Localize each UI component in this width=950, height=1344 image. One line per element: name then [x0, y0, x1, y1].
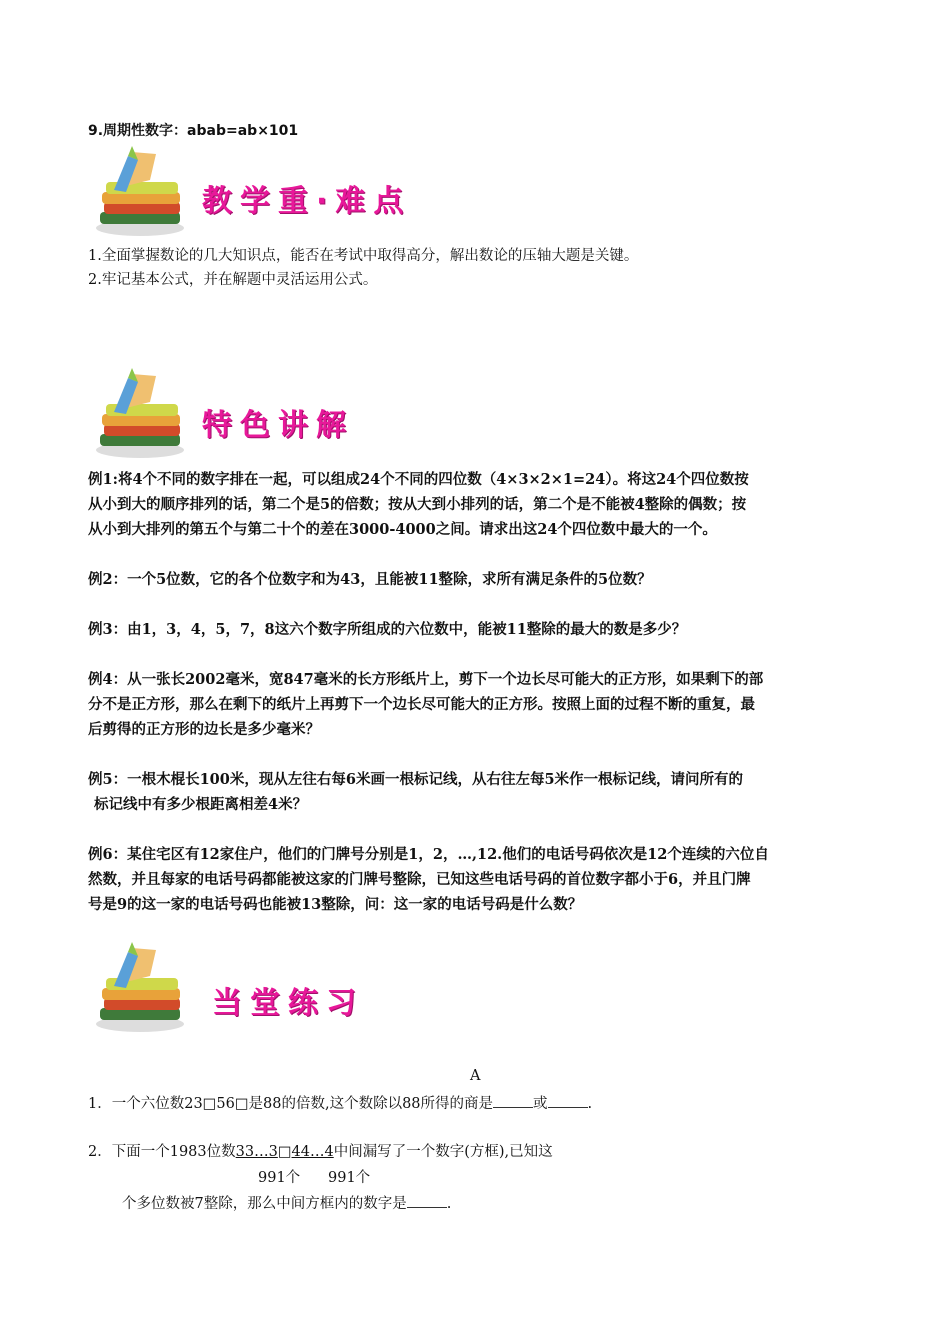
question-1-end: . [587, 1096, 593, 1112]
key-point-2: 2.牢记基本公式，并在解题中灵活运用公式。 [88, 272, 378, 288]
book-stack-icon [92, 364, 192, 464]
example-1-line-1: 例1:将4个不同的数字排在一起，可以组成24个不同的四位数（4×3×2×1=24）。将这24个四位数按 [88, 471, 749, 488]
repeated-digits-4: 44…4 [291, 1144, 334, 1160]
answer-blank-1[interactable] [493, 1093, 533, 1108]
example-6-line-1: 例6：某住宅区有12家住户，他们的门牌号分别是1，2，…,12.他们的电话号码依次是12个连续的六位自 [88, 846, 769, 863]
repeated-digits-3: 33…3 [235, 1144, 278, 1160]
example-4-line-1: 例4：从一张长2002毫米，宽847毫米的长方形纸片上，剪下一个边长尽可能大的正方形，如果剩下的部 [88, 671, 764, 688]
question-2-line-2-text: 个多位数被7整除，那么中间方框内的数字是 [122, 1196, 407, 1212]
answer-blank-3[interactable] [407, 1193, 447, 1208]
missing-digit-box: □ [277, 1144, 292, 1160]
book-stack-icon [92, 938, 192, 1038]
example-4-line-3: 后剪得的正方形的边长是多少毫米？ [88, 721, 320, 738]
count-label-a: 991个 [258, 1170, 301, 1186]
example-4-line-2: 分不是正方形，那么在剩下的纸片上再剪下一个边长尽可能大的正方形。按照上面的过程不断的重复，最 [88, 696, 755, 713]
answer-blank-2[interactable] [548, 1093, 588, 1108]
example-5-line-2: 标记线中有多少根距离相差4米？ [94, 796, 308, 813]
question-1-text: 1．一个六位数23□56□是88的倍数,这个数除以88所得的商是 [88, 1096, 494, 1112]
example-6-line-3: 号是9的这一家的电话号码也能被13整除，问：这一家的电话号码是什么数？ [88, 896, 583, 913]
example-2: 例2：一个5位数，它的各个位数字和为43，且能被11整除，求所有满足条件的5位数？ [88, 571, 652, 588]
key-point-1: 1.全面掌握数论的几大知识点，能否在考试中取得高分，解出数论的压轴大题是关键。 [88, 248, 639, 264]
question-2-suffix: 中间漏写了一个数字(方框),已知这 [333, 1144, 553, 1160]
question-2-line-2 [122, 1192, 451, 1213]
group-label: A [470, 1068, 481, 1084]
example-5-line-1: 例5：一根木棍长100米，现从左往右每6米画一根标记线，从右往左每5米作一根标记线，请问所有的 [88, 771, 744, 788]
question-1 [88, 1092, 592, 1113]
question-1-or: 或 [533, 1096, 548, 1112]
section-title-key-points: 教学重·难点 [202, 184, 412, 219]
example-6-line-2: 然数，并且每家的电话号码都能被这家的门牌号整除，已知这些电话号码的首位数字都小于6，并且门牌 [88, 871, 751, 888]
example-1-line-3: 从小到大排列的第五个与第二十个的差在3000-4000之间。请求出这24个四位数中最大的一个。 [88, 521, 717, 538]
book-stack-icon [92, 142, 192, 242]
question-2-end: . [446, 1196, 452, 1212]
example-1-line-2: 从小到大的顺序排列的话，第二个是5的倍数；按从大到小排列的话，第二个是不能被4整除的偶数；按 [88, 496, 747, 513]
question-2-line-1 [88, 1140, 553, 1161]
question-2-text: 2．下面一个1983位数 [88, 1144, 236, 1160]
section-title-practice: 当堂练习 [212, 986, 364, 1021]
intro-line: 9.周期性数字：abab=ab×101 [88, 123, 299, 139]
section-title-lecture: 特色讲解 [202, 408, 354, 443]
example-3: 例3：由1，3，4，5，7，8这六个数字所组成的六位数中，能被11整除的最大的数是多少？ [88, 621, 687, 638]
count-label-b: 991个 [328, 1170, 371, 1186]
